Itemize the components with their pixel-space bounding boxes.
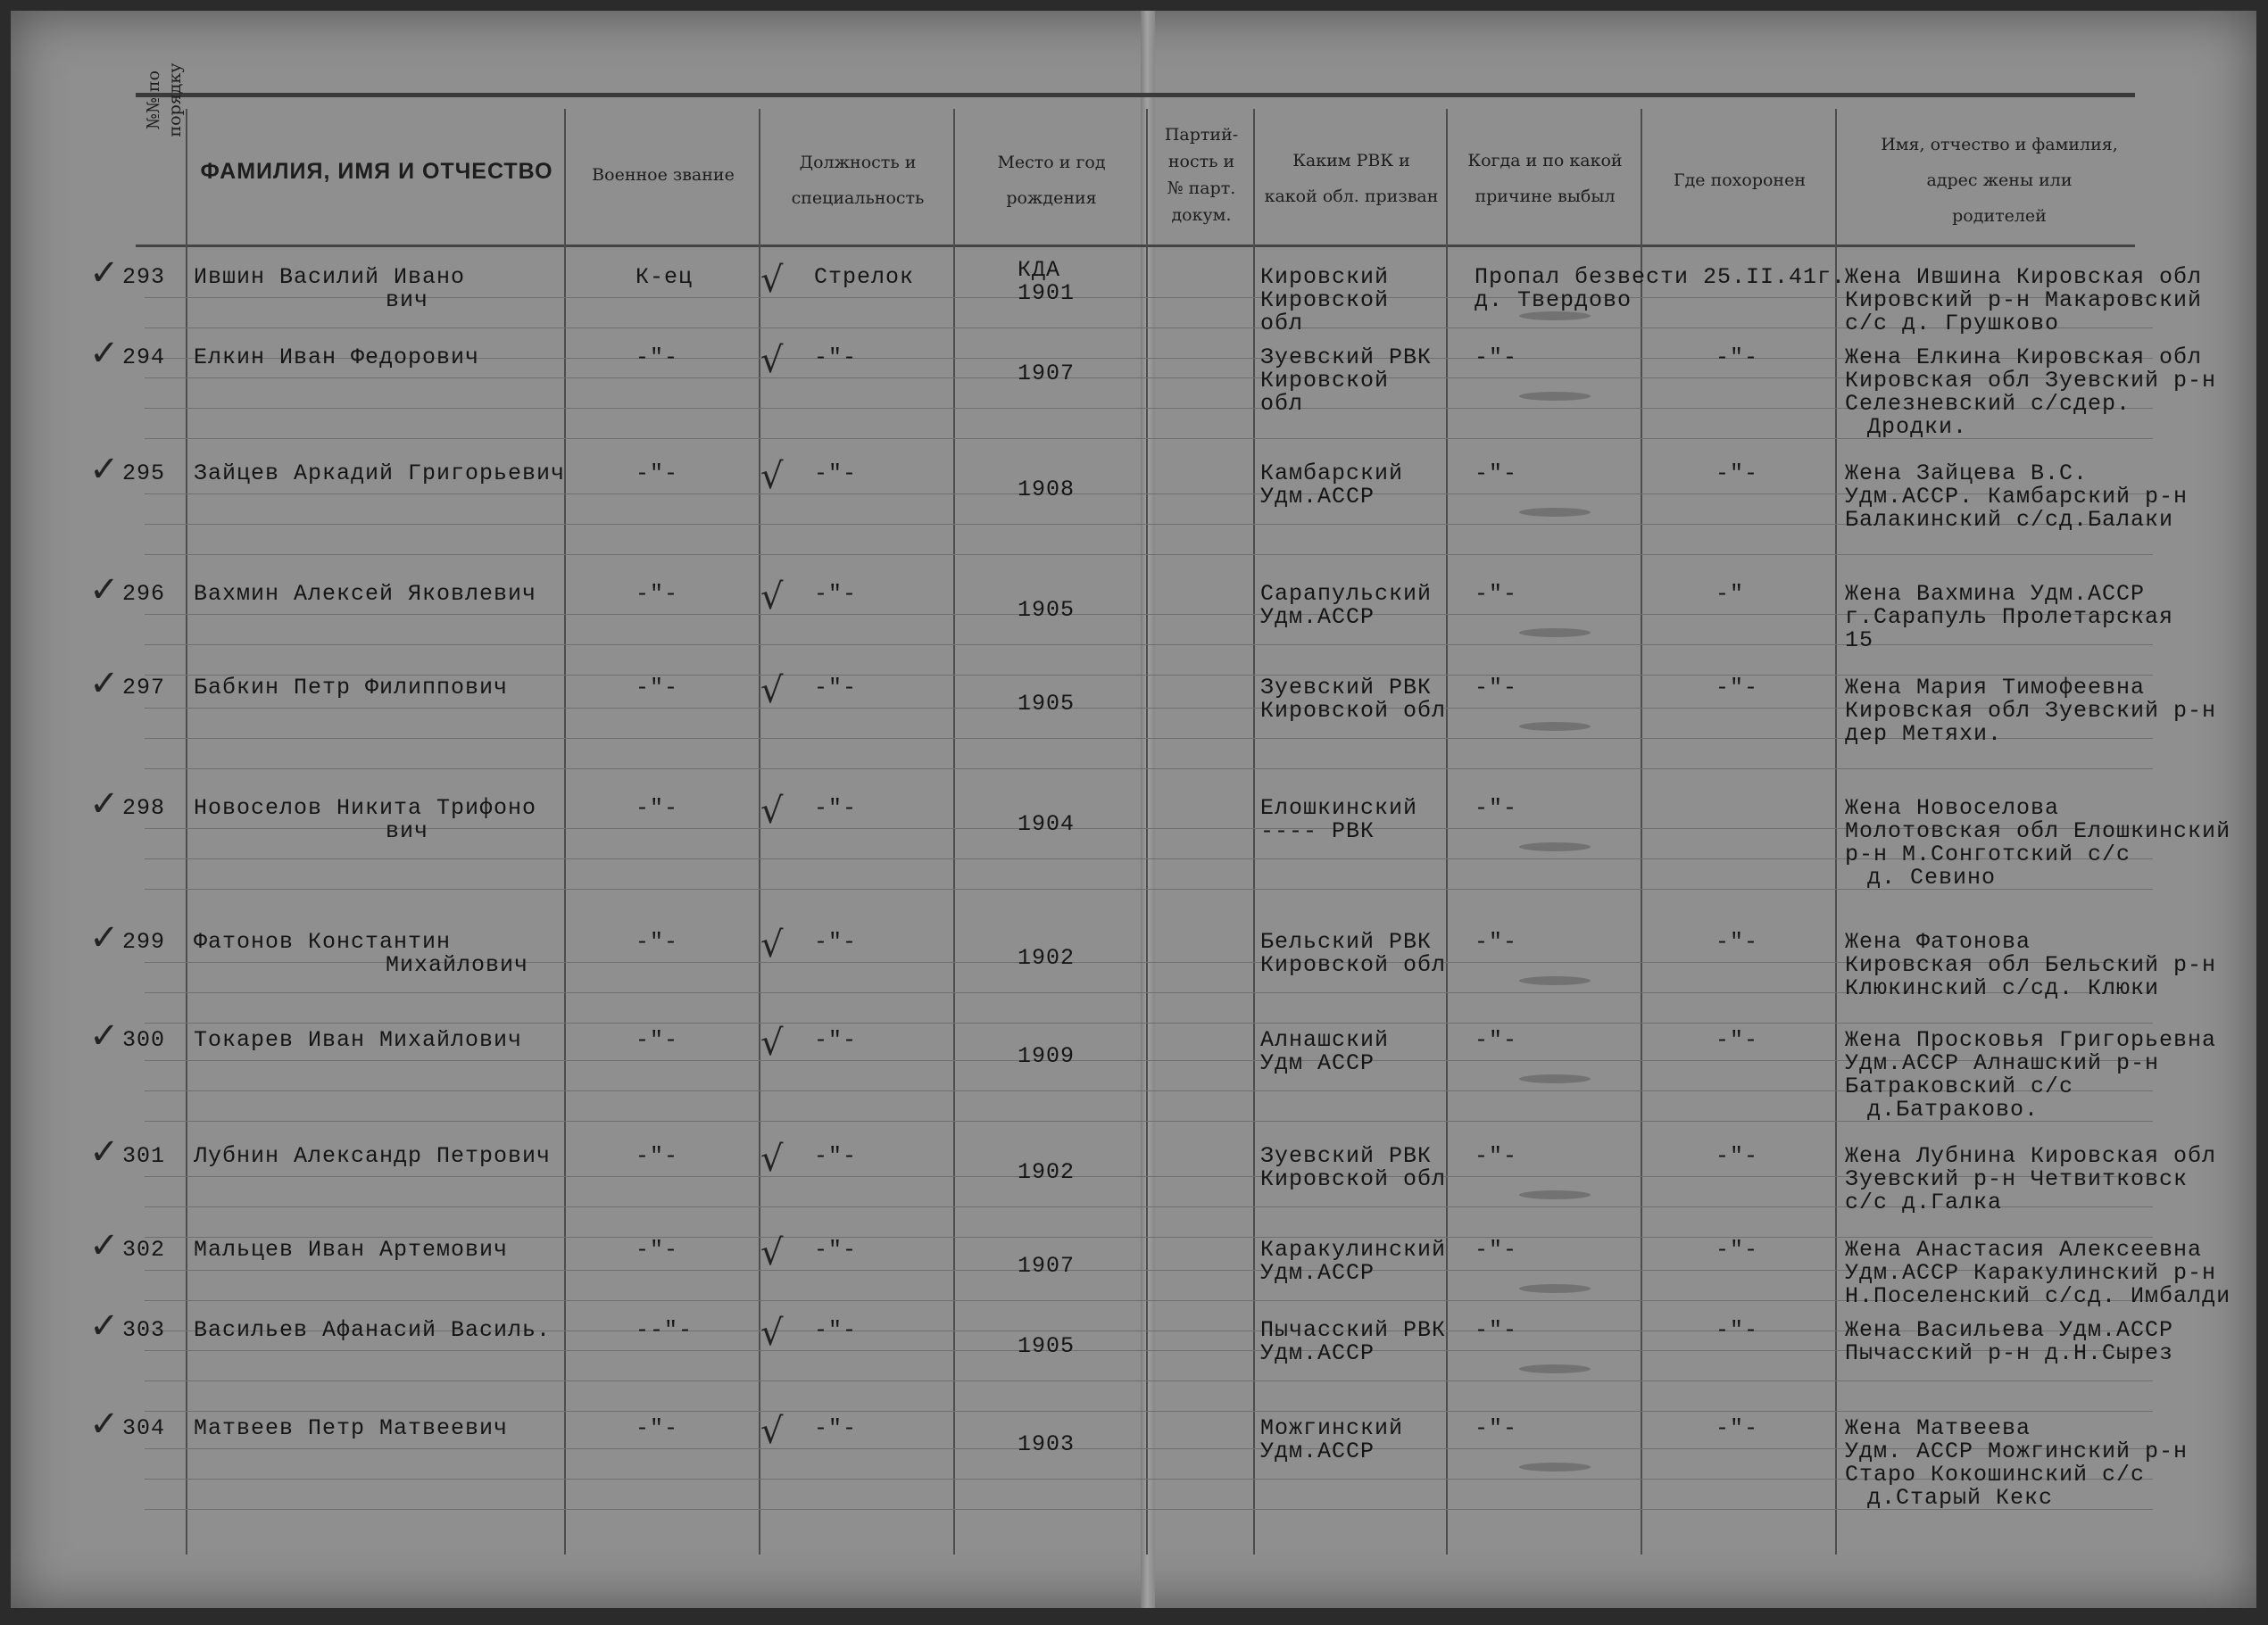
- row-number: 304: [122, 1415, 166, 1441]
- row-name: Елкин Иван Федорович: [194, 344, 480, 370]
- row-birth-year: 1908: [1018, 477, 1076, 503]
- row-position: -"-: [814, 581, 858, 607]
- row-left-reason: -"-: [1475, 929, 1518, 955]
- row-relatives-line2: Удм.АССР. Камбарский р-н: [1845, 484, 2189, 510]
- row-left-reason: -"-: [1475, 675, 1518, 701]
- row-relatives: Жена Ившина Кировская обл: [1845, 264, 2203, 290]
- header-relatives-line: Имя, отчество и фамилия,: [1881, 135, 2118, 154]
- row-rvk: Можгинский: [1260, 1415, 1404, 1441]
- check-mark-icon: ✓: [89, 1132, 120, 1173]
- row-left-reason: -"-: [1475, 581, 1518, 607]
- header-relatives-line: адрес жены или: [1926, 170, 2073, 190]
- row-rvk: Сарапульский: [1260, 581, 1433, 607]
- row-relatives-line3: Клюкинский с/сд. Клюки: [1845, 975, 2160, 1001]
- row-rank: К-ец: [636, 264, 694, 290]
- check-mark-icon: ✓: [89, 253, 120, 294]
- row-relatives: Жена Васильева Удм.АССР: [1845, 1317, 2174, 1343]
- row-buried: -"-: [1716, 675, 1759, 701]
- row-relatives-line3: с/с д. Грушково: [1845, 311, 2060, 336]
- row-rank: -"-: [636, 1027, 679, 1053]
- row-position: -"-: [814, 1317, 858, 1343]
- row-position: Стрелок: [814, 264, 915, 290]
- row-relatives-line2: Кировская обл Зуевский р-н: [1845, 698, 2217, 724]
- header-position: [762, 145, 953, 216]
- header-left-line: Когда и по какой: [1467, 151, 1623, 170]
- column-divider: [1835, 109, 1837, 1555]
- row-rvk: Елошкинский: [1260, 795, 1418, 821]
- row-rvk-line3: обл: [1260, 391, 1304, 417]
- row-buried: -"-: [1716, 344, 1759, 370]
- row-name-cont: вич: [386, 287, 429, 313]
- row-rvk-line2: Кировской: [1260, 287, 1390, 313]
- row-relatives-line2: Зуевский р-н Четвитковск: [1845, 1166, 2189, 1192]
- ink-smudge: [1519, 1364, 1591, 1373]
- row-position: -"-: [814, 1415, 858, 1441]
- ruled-line: [145, 1121, 2153, 1122]
- column-divider: [1446, 109, 1448, 1555]
- row-name: Матвеев Петр Матвеевич: [194, 1415, 509, 1441]
- row-buried: -"-: [1716, 1143, 1759, 1169]
- row-relatives: Жена Новоселова: [1845, 795, 2060, 821]
- check-mark-icon: ✓: [89, 1016, 120, 1057]
- row-relatives-line2: Удм.АССР Алнашский р-н: [1845, 1050, 2160, 1076]
- row-relatives: Жена Елкина Кировская обл: [1845, 344, 2203, 370]
- tick-mark-icon: √: [760, 924, 784, 966]
- row-buried: -"-: [1716, 1317, 1759, 1343]
- row-rvk: Каракулинский: [1260, 1237, 1447, 1263]
- row-rvk: Зуевский РВК: [1260, 344, 1433, 370]
- check-mark-icon: ✓: [89, 783, 120, 825]
- header-buried: Где похоронен: [1674, 170, 1806, 190]
- row-buried: -"-: [1716, 1415, 1759, 1441]
- row-birth-year: 1903: [1018, 1431, 1076, 1458]
- column-divider: [1146, 109, 1148, 1555]
- row-birth-year: 1904: [1018, 811, 1076, 838]
- row-rvk-line3: обл: [1260, 311, 1304, 336]
- row-left-reason: -"-: [1475, 795, 1518, 821]
- row-relatives-line3: Батраковский с/с: [1845, 1074, 2074, 1099]
- header-num: №№ по порядку: [144, 62, 185, 137]
- column-divider: [186, 109, 187, 1555]
- row-buried: -"-: [1716, 460, 1759, 486]
- row-name: Лубнин Александр Петрович: [194, 1143, 552, 1169]
- row-relatives: Жена Лубнина Кировская обл: [1845, 1143, 2217, 1169]
- row-rank: -"-: [636, 1143, 679, 1169]
- ruled-line: [145, 889, 2153, 890]
- row-number: 295: [122, 460, 166, 486]
- tick-mark-icon: √: [760, 1232, 784, 1273]
- row-rank: -"-: [636, 675, 679, 701]
- column-divider: [953, 109, 955, 1555]
- row-rank: -"-: [636, 795, 679, 821]
- row-buried: -": [1716, 581, 1745, 607]
- row-name: Фатонов Константин: [194, 929, 452, 955]
- ink-smudge: [1519, 392, 1591, 401]
- ink-smudge: [1519, 1190, 1591, 1199]
- row-rvk-line2: Удм.АССР: [1260, 1260, 1375, 1286]
- row-relatives-line2: Молотовская обл Елошкинский: [1845, 818, 2231, 844]
- ruled-line: [145, 554, 2153, 555]
- row-left-reason: Пропал безвести 25.II.41г.: [1475, 264, 1847, 290]
- check-mark-icon: ✓: [89, 333, 120, 374]
- row-position: -"-: [814, 1143, 858, 1169]
- header-rvk: [1257, 143, 1446, 214]
- tick-mark-icon: √: [760, 340, 784, 381]
- row-rvk-line2: Кировской обл: [1260, 952, 1447, 978]
- row-relatives-line2: Кировская обл Зуевский р-н: [1845, 368, 2217, 394]
- tick-mark-icon: √: [760, 1411, 784, 1452]
- row-rvk-line2: Удм.АССР: [1260, 1340, 1375, 1366]
- column-divider: [1641, 109, 1642, 1555]
- row-number: 294: [122, 344, 166, 370]
- row-number: 302: [122, 1237, 166, 1263]
- row-relatives-line2: Удм. АССР Можгинский р-н: [1845, 1438, 2189, 1464]
- row-rvk-line2: Кировской обл: [1260, 698, 1447, 724]
- header-relatives-line: родителей: [1952, 206, 2047, 226]
- row-position: -"-: [814, 344, 858, 370]
- row-rank: --"-: [636, 1317, 694, 1343]
- row-relatives: Жена Мария Тимофеевна: [1845, 675, 2146, 701]
- ruled-line: [145, 1023, 2153, 1024]
- row-position: -"-: [814, 795, 858, 821]
- row-left-reason: -"-: [1475, 1237, 1518, 1263]
- header-left-line: причине выбыл: [1475, 187, 1616, 206]
- row-number: 301: [122, 1143, 166, 1169]
- row-number: 297: [122, 675, 166, 701]
- header-birth: [957, 145, 1146, 216]
- row-number: 300: [122, 1027, 166, 1053]
- row-relatives-line3: р-н М.Сонготский с/с: [1845, 842, 2131, 867]
- row-position: -"-: [814, 1027, 858, 1053]
- header-left: [1450, 143, 1641, 214]
- row-rvk-line2: Удм.АССР: [1260, 484, 1375, 510]
- row-rvk-line2: Кировской обл: [1260, 1166, 1447, 1192]
- tick-mark-icon: √: [760, 260, 784, 301]
- row-rvk: Алнашский: [1260, 1027, 1390, 1053]
- ink-smudge: [1519, 1463, 1591, 1472]
- row-relatives: Жена Фатонова: [1845, 929, 2031, 955]
- tick-mark-icon: √: [760, 456, 784, 497]
- ruled-line: [145, 438, 2153, 439]
- header-position-line: специальность: [791, 188, 925, 208]
- ruled-line: [145, 1509, 2153, 1510]
- check-mark-icon: ✓: [89, 569, 120, 610]
- row-rvk: Зуевский РВК: [1260, 1143, 1433, 1169]
- row-rvk: Бельский РВК: [1260, 929, 1433, 955]
- row-birth-year: 1909: [1018, 1043, 1076, 1070]
- row-name: Бабкин Петр Филиппович: [194, 675, 509, 701]
- row-name-cont: Михайлович: [386, 952, 529, 978]
- row-left-place: д. Твердово: [1475, 287, 1632, 313]
- row-relatives: Жена Просковья Григорьевна: [1845, 1027, 2217, 1053]
- header-party-line: докум.: [1171, 205, 1232, 225]
- row-name: Ившин Василий Ивано: [194, 264, 466, 290]
- row-relatives-line3: Селезневский с/сдер.: [1845, 391, 2131, 417]
- row-rank: -"-: [636, 1415, 679, 1441]
- check-mark-icon: ✓: [89, 1225, 120, 1266]
- ink-smudge: [1519, 1284, 1591, 1293]
- header-rvk-line: какой обл. призван: [1264, 187, 1439, 206]
- row-relatives-line3: дер Метяхи.: [1845, 721, 2003, 747]
- ink-smudge: [1519, 628, 1591, 637]
- check-mark-icon: ✓: [89, 1404, 120, 1445]
- tick-mark-icon: √: [760, 791, 784, 832]
- row-birth-year: 1902: [1018, 1159, 1076, 1186]
- row-left-reason: -"-: [1475, 1415, 1518, 1441]
- header-party: [1150, 121, 1253, 228]
- tick-mark-icon: √: [760, 1023, 784, 1064]
- row-rvk: Камбарский: [1260, 460, 1404, 486]
- ruled-line: [145, 768, 2153, 769]
- row-buried: -"-: [1716, 1237, 1759, 1263]
- row-number: 299: [122, 929, 166, 955]
- row-name: Вахмин Алексей Яковлевич: [194, 581, 537, 607]
- header-party-line: Партий-: [1164, 125, 1239, 145]
- tick-mark-icon: √: [760, 576, 784, 618]
- ink-smudge: [1519, 722, 1591, 731]
- row-number: 298: [122, 795, 166, 821]
- row-rvk-line2: Удм.АССР: [1260, 1438, 1375, 1464]
- page-fold: [1141, 11, 1155, 1608]
- row-rank: -"-: [636, 929, 679, 955]
- row-relatives-line3: Старо Кокошинский с/с: [1845, 1462, 2146, 1488]
- row-rank: -"-: [636, 344, 679, 370]
- row-number: 303: [122, 1317, 166, 1343]
- header-party-line: № парт.: [1167, 178, 1236, 198]
- check-mark-icon: ✓: [89, 449, 120, 490]
- row-birth-year: 1901: [1018, 280, 1076, 307]
- row-birth-year: 1905: [1018, 1333, 1076, 1360]
- row-name: Мальцев Иван Артемович: [194, 1237, 509, 1263]
- row-left-reason: -"-: [1475, 1143, 1518, 1169]
- row-buried: -"-: [1716, 929, 1759, 955]
- row-relatives-line3: 15: [1845, 627, 1874, 653]
- row-left-reason: -"-: [1475, 344, 1518, 370]
- row-number: 296: [122, 581, 166, 607]
- column-divider: [564, 109, 566, 1555]
- row-rank: -"-: [636, 1237, 679, 1263]
- ink-smudge: [1519, 1074, 1591, 1083]
- row-relatives: Жена Матвеева: [1845, 1415, 2031, 1441]
- row-name: Зайцев Аркадий Григорьевич: [194, 460, 566, 486]
- row-position: -"-: [814, 675, 858, 701]
- row-position: -"-: [814, 460, 858, 486]
- row-birth-place: КДА: [1018, 257, 1061, 284]
- row-relatives-line4: д.Старый Кекс: [1867, 1485, 2054, 1511]
- row-relatives-line3: с/с д.Галка: [1845, 1190, 2003, 1215]
- row-rank: -"-: [636, 460, 679, 486]
- row-rvk: Кировский: [1260, 264, 1390, 290]
- ruled-line: [145, 1380, 2153, 1381]
- row-left-reason: -"-: [1475, 1317, 1518, 1343]
- row-left-reason: -"-: [1475, 460, 1518, 486]
- row-relatives-line4: Дродки.: [1867, 414, 1968, 440]
- row-rvk-line2: Кировской: [1260, 368, 1390, 394]
- row-relatives-line2: Удм.АССР Каракулинский р-н: [1845, 1260, 2217, 1286]
- row-number: 293: [122, 264, 166, 290]
- header-position-line: Должность и: [799, 153, 917, 172]
- row-rvk-line2: ---- РВК: [1260, 818, 1375, 844]
- document-sheet: [11, 11, 2256, 1608]
- header-rank: Военное звание: [592, 165, 735, 185]
- row-name-cont: вич: [386, 818, 429, 844]
- row-relatives-line2: Кировская обл Бельский р-н: [1845, 952, 2217, 978]
- row-rvk: Пычасский РВК: [1260, 1317, 1447, 1343]
- row-buried: -"-: [1716, 1027, 1759, 1053]
- tick-mark-icon: √: [760, 670, 784, 711]
- row-name: Васильев Афанасий Василь.: [194, 1317, 552, 1343]
- row-relatives: Жена Зайцева В.С.: [1845, 460, 2089, 486]
- header-rvk-line: Каким РВК и: [1292, 151, 1410, 170]
- row-rvk-line2: Удм АССР: [1260, 1050, 1375, 1076]
- row-left-reason: -"-: [1475, 1027, 1518, 1053]
- row-position: -"-: [814, 929, 858, 955]
- row-birth-year: 1907: [1018, 361, 1076, 387]
- row-rvk-line2: Удм.АССР: [1260, 604, 1375, 630]
- row-relatives-line4: д. Севино: [1867, 865, 1997, 891]
- row-position: -"-: [814, 1237, 858, 1263]
- header-name: ФАМИЛИЯ, ИМЯ И ОТЧЕСТВО: [200, 159, 553, 184]
- tick-mark-icon: √: [760, 1313, 784, 1354]
- ruled-line: [145, 1411, 2153, 1412]
- row-relatives-line2: Пычасский р-н д.Н.Сырез: [1845, 1340, 2174, 1366]
- header-top-rule: [136, 93, 2135, 97]
- check-mark-icon: ✓: [89, 663, 120, 704]
- row-birth-year: 1907: [1018, 1253, 1076, 1280]
- tick-mark-icon: √: [760, 1139, 784, 1180]
- row-birth-year: 1902: [1018, 945, 1076, 972]
- row-relatives: Жена Анастасия Алексеевна: [1845, 1237, 2203, 1263]
- row-relatives-line2: г.Сарапуль Пролетарская: [1845, 604, 2174, 630]
- row-relatives-line2: Кировский р-н Макаровский: [1845, 287, 2203, 313]
- row-relatives-line3: Балакинский с/сд.Балаки: [1845, 507, 2174, 533]
- check-mark-icon: ✓: [89, 917, 120, 958]
- row-rvk: Зуевский РВК: [1260, 675, 1433, 701]
- ink-smudge: [1519, 842, 1591, 851]
- ink-smudge: [1519, 508, 1591, 517]
- row-relatives: Жена Вахмина Удм.АССР: [1845, 581, 2146, 607]
- check-mark-icon: ✓: [89, 1306, 120, 1347]
- ink-smudge: [1519, 976, 1591, 985]
- row-birth-year: 1905: [1018, 597, 1076, 624]
- header-birth-line: Место и год: [997, 153, 1106, 172]
- column-divider: [1253, 109, 1255, 1555]
- row-relatives-line3: Н.Поселенский с/сд. Имбалди: [1845, 1283, 2231, 1309]
- row-name: Новоселов Никита Трифоно: [194, 795, 537, 821]
- row-birth-year: 1905: [1018, 691, 1076, 717]
- row-name: Токарев Иван Михайлович: [194, 1027, 523, 1053]
- row-rank: -"-: [636, 581, 679, 607]
- header-relatives: [1839, 127, 2160, 234]
- row-relatives-line4: д.Батраково.: [1867, 1097, 2040, 1123]
- header-birth-line: рождения: [1006, 188, 1097, 208]
- header-party-line: ность и: [1167, 152, 1235, 171]
